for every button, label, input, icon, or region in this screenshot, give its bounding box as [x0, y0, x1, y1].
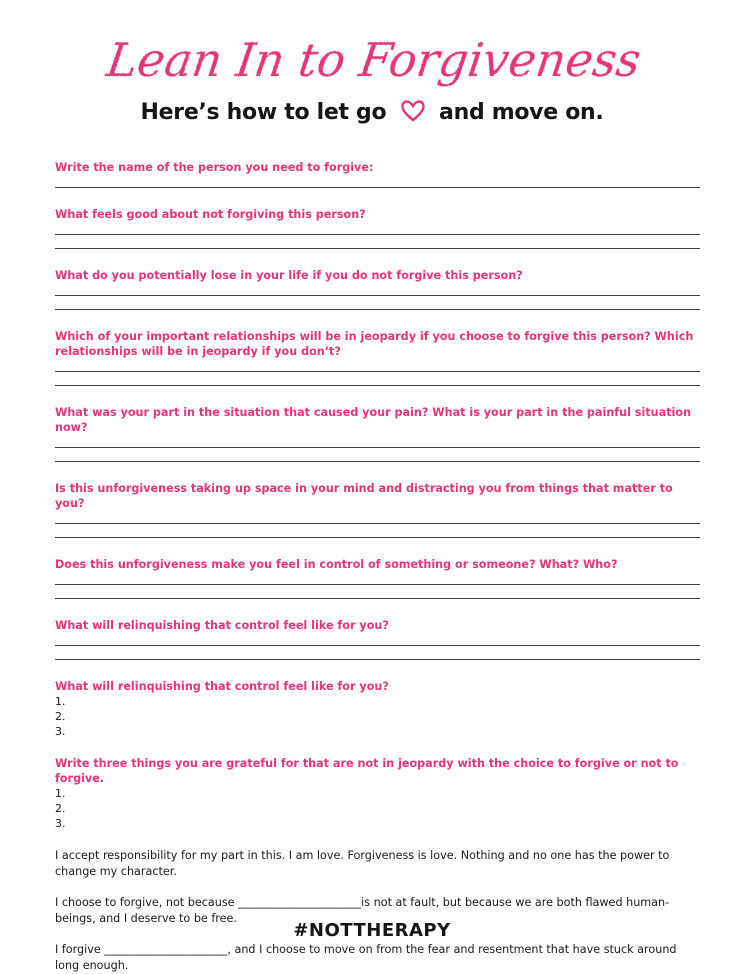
list-block: [55, 756, 700, 831]
question-text: Does this unforgiveness make you feel in control of something or someone? What? Who?: [55, 558, 618, 571]
list-item[interactable]: 3.: [55, 725, 66, 738]
answer-line[interactable]: [55, 175, 700, 188]
question-text: What will relinquishing that control feel like for you?: [55, 619, 389, 632]
question-text: What was your part in the situation that caused your pain? What is your part in the painful situation now?: [55, 406, 692, 434]
answer-line[interactable]: [55, 435, 700, 448]
answer-line[interactable]: [55, 572, 700, 585]
affirmation-paragraph: I choose to forgive, not because ______________________is not at fault, but because we are both flawed human-beings, and I deserve to be free.: [55, 896, 670, 925]
answer-line[interactable]: [55, 633, 700, 646]
list-prompt: What will relinquishing that control feel like for you?: [55, 680, 389, 693]
question-text: Write the name of the person you need to forgive:: [55, 161, 374, 174]
answer-line[interactable]: [55, 524, 700, 538]
list-item[interactable]: 2.: [55, 802, 66, 815]
question-block: [55, 268, 700, 310]
question-block: [55, 160, 700, 188]
question-block: [55, 557, 700, 599]
page-title: Lean In to Forgiveness: [103, 33, 645, 87]
title-banner: [0, 30, 744, 92]
question-block: [55, 329, 700, 386]
list-item[interactable]: 1.: [55, 695, 66, 708]
answer-line[interactable]: [55, 448, 700, 462]
answer-line[interactable]: [55, 222, 700, 235]
affirmation-paragraph: I accept responsibility for my part in this. I am love. Forgiveness is love. Nothing and no one has the power to change my character.: [55, 849, 670, 878]
answer-line[interactable]: [55, 372, 700, 386]
answer-line[interactable]: [55, 585, 700, 599]
question-block: [55, 207, 700, 249]
title-script: [0, 30, 744, 92]
question-block: [55, 618, 700, 660]
question-block: [55, 405, 700, 462]
question-text: Is this unforgiveness taking up space in your mind and distracting you from things that matter to you?: [55, 482, 673, 510]
question-text: What do you potentially lose in your life if you do not forgive this person?: [55, 269, 523, 282]
affirmation-paragraph: I forgive ______________________, and I choose to move on from the fear and resentment that have stuck around long enough.: [55, 943, 677, 972]
list-item[interactable]: 3.: [55, 817, 66, 830]
question-text: What feels good about not forgiving this person?: [55, 208, 366, 221]
answer-line[interactable]: [55, 511, 700, 524]
answer-line[interactable]: [55, 283, 700, 296]
question-list: [55, 160, 700, 974]
subtitle-end: and move on.: [439, 100, 604, 125]
subtitle: [0, 98, 744, 125]
list-item[interactable]: 2.: [55, 710, 66, 723]
heart-icon: [396, 98, 430, 120]
answer-line[interactable]: [55, 359, 700, 372]
list-item[interactable]: 1.: [55, 787, 66, 800]
list-prompt: Write three things you are grateful for that are not in jeopardy with the choice to forgive or not to forgive.: [55, 757, 679, 785]
subtitle-start: Here’s how to let go: [140, 100, 387, 125]
footer-hashtag: #NOTTHERAPY: [293, 920, 451, 941]
answer-line[interactable]: [55, 235, 700, 249]
question-block: [55, 481, 700, 538]
question-text: Which of your important relationships will be in jeopardy if you choose to forgive this person? Which relationships will be in jeopardy if you don’t?: [55, 330, 694, 358]
answer-line[interactable]: [55, 296, 700, 310]
list-block: [55, 679, 700, 739]
answer-line[interactable]: [55, 646, 700, 660]
